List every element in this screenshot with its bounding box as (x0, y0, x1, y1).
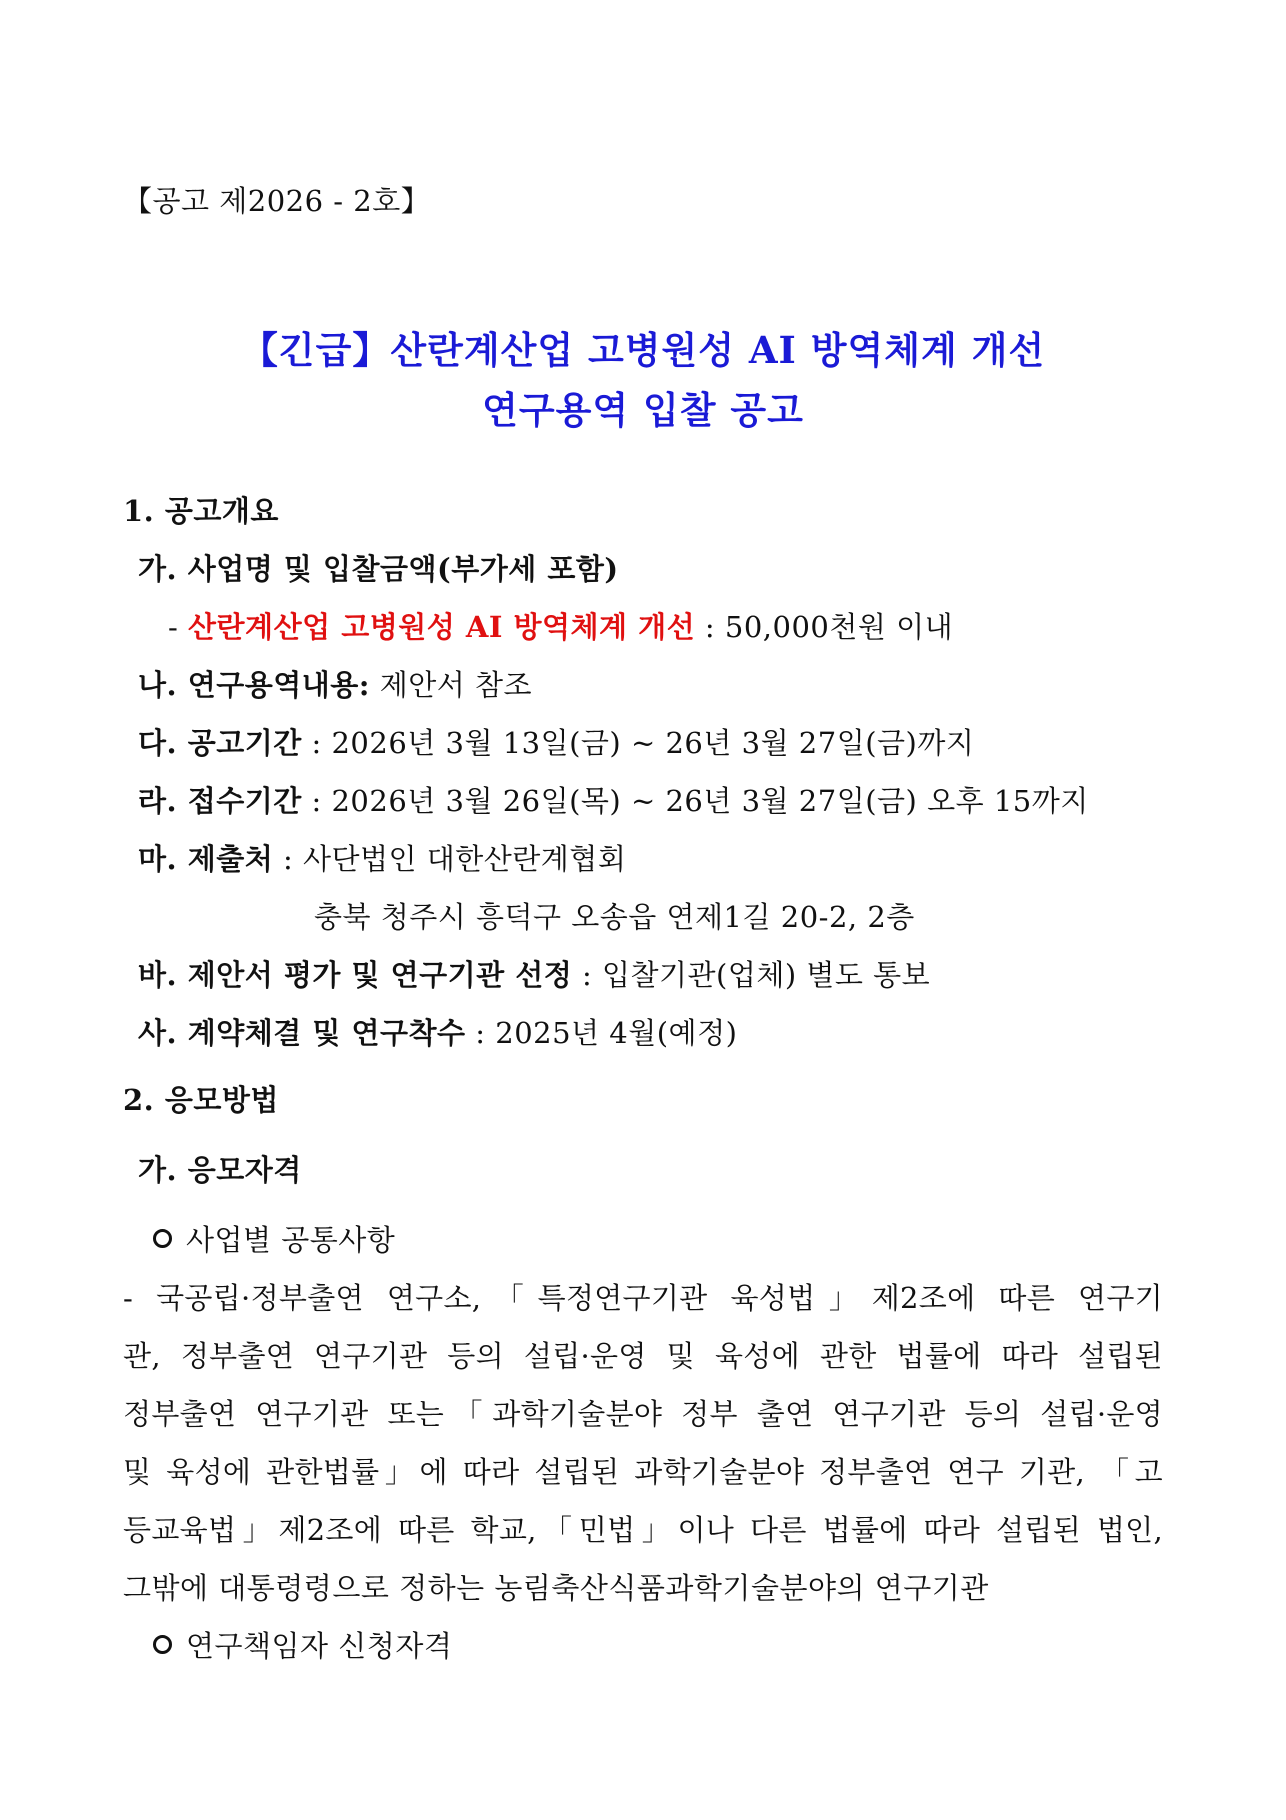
paragraph-line-3: 정부출연 연구기관 또는「과학기술분야 정부 출연 연구기관 등의 설립·운영 (123, 1397, 1163, 1431)
item-na-label: 나. 연구용역내용: (138, 668, 370, 702)
item-ra (138, 781, 1089, 821)
circle-bullet-icon (153, 1229, 172, 1248)
bullet-2-text: 연구책임자 신청자격 (186, 1629, 453, 1663)
paragraph-line-4: 및 육성에 관한법률」에 따라 설립된 과학기술분야 정부출연 연구 기관, 「고 (123, 1455, 1163, 1489)
paragraph-line-2: 관, 정부출연 연구기관 등의 설립·운영 및 육성에 관한 법률에 따라 설립된 (123, 1339, 1163, 1373)
item-ba-label: 바. 제안서 평가 및 연구기관 선정 (138, 958, 573, 992)
item-da-label: 다. 공고기간 (138, 726, 302, 760)
item-na (138, 665, 532, 705)
paragraph-line-1: - 국공립·정부출연 연구소,「특정연구기관 육성법」제2조에 따른 연구기 (123, 1281, 1163, 1315)
item-ba (138, 955, 930, 995)
item-da (138, 723, 974, 763)
project-amount: : 50,000천원 이내 (695, 610, 954, 644)
paragraph-line-5: 등교육법」제2조에 따른 학교,「민법」이나 다른 법률에 따라 설립된 법인, (123, 1513, 1163, 1547)
bullet-1-text: 사업별 공통사항 (186, 1223, 396, 1257)
item-sa (138, 1013, 737, 1053)
item-ra-value: : 2026년 3월 26일(목) ~ 26년 3월 27일(금) 오후 15까지 (301, 784, 1089, 818)
title-line-2: 연구용역 입찰 공고 (482, 388, 804, 432)
paragraph-line-6: 그밖에 대통령령으로 정하는 농림축산식품과학기술분야의 연구기관 (123, 1571, 989, 1605)
submission-address: 충북 청주시 흥덕구 오송읍 연제1길 20-2, 2층 (314, 900, 915, 934)
project-dash: - (168, 610, 189, 644)
bullet-common-requirements (153, 1220, 395, 1260)
item-da-value: : 2026년 3월 13일(금) ~ 26년 3월 27일(금)까지 (301, 726, 975, 760)
item-ga-label: 가. 사업명 및 입찰금액(부가세 포함) (138, 552, 619, 586)
item-ga-eligibility: 가. 응모자격 (138, 1153, 302, 1187)
project-name: 산란계산업 고병원성 AI 방역체계 개선 (188, 610, 696, 644)
title-line-1: 【긴급】산란계산업 고병원성 AI 방역체계 개선 (240, 328, 1046, 372)
item-ra-label: 라. 접수기간 (138, 784, 302, 818)
circle-bullet-icon (153, 1635, 172, 1654)
item-na-value: 제안서 참조 (370, 668, 533, 702)
item-ma-label: 마. 제출처 (138, 842, 274, 876)
bullet-pi-eligibility (153, 1626, 452, 1666)
item-ma (138, 839, 626, 879)
item-ma-value: : 사단법인 대한산란계협회 (273, 842, 627, 876)
project-line (168, 607, 953, 647)
item-ba-value: : 입찰기관(업체) 별도 통보 (572, 958, 931, 992)
section-1-heading: 1. 공고개요 (123, 494, 279, 528)
item-sa-value: : 2025년 4월(예정) (465, 1016, 738, 1050)
notice-number: 【공고 제2026 - 2호】 (123, 184, 431, 218)
section-2-heading: 2. 응모방법 (123, 1083, 279, 1117)
item-sa-label: 사. 계약체결 및 연구착수 (138, 1016, 466, 1050)
